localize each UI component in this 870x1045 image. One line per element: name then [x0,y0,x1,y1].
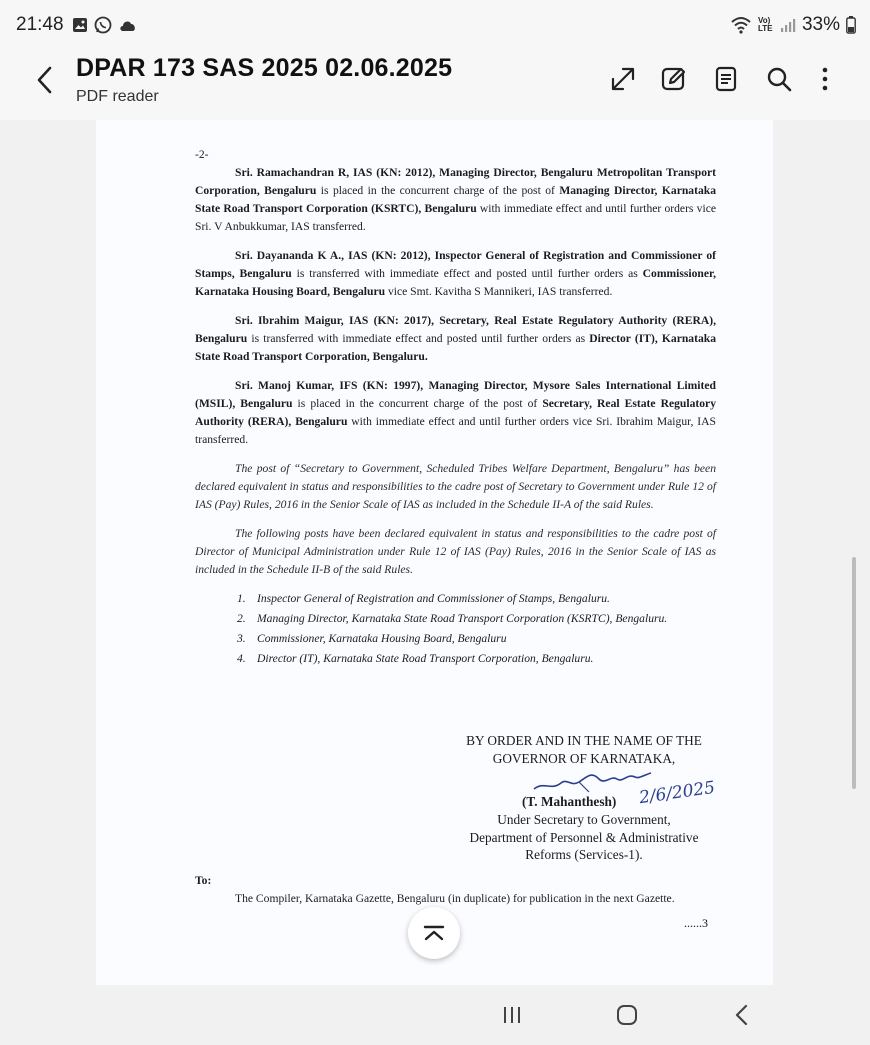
back-nav-icon[interactable] [728,1001,756,1029]
status-bar [0,0,870,50]
document-title: DPAR 173 SAS 2025 02.06.2025 [76,54,453,82]
text-view-icon[interactable] [711,64,741,94]
paragraph-5: The post of “Secretary to Government, Scheduled Tribes Welfare Department, Bengaluru” has been declared equivalent in status and responsibilities to the cadre post of Secretary to Government under Rule 12 of IAS (Pay) Rules, 2016 in the Senior Scale of IAS as included in the Schedule II-A of the said Rules. [195,462,716,511]
whatsapp-icon [94,16,112,34]
paragraph-2 [195,247,716,301]
list-item: 2. Managing Director, Karnataka State Road Transport Corporation (KSRTC), Bengaluru. [237,612,668,625]
p3-bold-a: Sri. Ibrahim Maigur, IAS (KN: 2017), Secretary, Real Estate Regulatory Authority (RERA), Bengaluru [195,314,716,345]
p1-bold-c: Managing Director, Karnataka State Road Transport Corporation (KSRTC), Bengaluru [195,184,716,215]
expand-icon[interactable] [608,64,638,94]
signatory-row [439,777,729,811]
recent-apps-icon[interactable] [498,1001,526,1029]
edit-icon[interactable] [659,64,689,94]
p1-text-d: with immediate effect and until further orders vice Sri. V Anbukkumar, IAS transferred. [195,202,716,233]
paragraph-1 [195,164,716,236]
more-options-icon[interactable] [810,64,840,94]
p4-text-b: is placed in the concurrent charge of the post of [292,397,543,410]
p1-text-b: is placed in the concurrent charge of the post of [316,184,560,197]
gallery-icon [72,17,88,33]
status-time: 21:48 [16,14,64,35]
scroll-top-icon [422,923,446,943]
scrollbar[interactable] [852,557,856,789]
document-body [195,146,716,676]
to-label: To: [195,874,212,887]
battery-icon [846,16,856,34]
designation-line-2: Department of Personnel & Administrative [469,829,699,845]
continued-marker: ......3 [684,916,708,930]
designation-line-3: Reforms (Services-1). [525,847,643,862]
back-arrow-icon[interactable] [30,64,62,96]
posts-list [195,590,716,668]
signature-block [439,732,729,864]
p3-text-b: is transferred with immediate effect and posted until further orders as [247,332,590,345]
notification-icons [72,16,138,34]
p3-bold-c: Director (IT), Karnataka State Road Transport Corporation, Bengaluru. [195,332,717,363]
app-bar [0,50,870,120]
list-item: 4. Director (IT), Karnataka State Road Transport Corporation, Bengaluru. [237,652,594,665]
p2-bold-a: Sri. Dayananda K A., IAS (KN: 2012), Inspector General of Registration and Commissioner of Stamps, Bengaluru [195,249,716,280]
p2-bold-c: Commissioner, Karnataka Housing Board, Bengaluru [195,267,716,298]
designation-line-1: Under Secretary to Government, [497,812,671,827]
handwritten-date: 2/6/2025 [637,777,717,809]
p4-text-d: with immediate effect and until further orders vice Sri. Ibrahim Maigur, IAS transferred. [195,415,716,446]
scroll-to-top-button[interactable] [408,907,460,959]
paragraph-4 [195,377,716,449]
home-icon[interactable] [613,1001,641,1029]
list-item: 1. Inspector General of Registration and Commissioner of Stamps, Bengaluru. [237,592,610,605]
cloud-icon [118,18,138,32]
status-right [730,14,856,36]
pdf-page [96,120,773,985]
app-subtitle: PDF reader [76,88,159,105]
p2-text-b: is transferred with immediate effect and posted until further orders as [291,267,643,280]
to-block [195,872,720,908]
paragraph-6: The following posts have been declared equivalent in status and responsibilities to the cadre post of Director of Municipal Administration under Rule 12 of IAS (Pay) Rules, 2016 in the Senior Scale of IAS as included in the Schedule II-B of the said Rules. [195,527,716,576]
signatory-name: (T. Mahanthesh) [522,794,617,809]
battery-percent: 33% [801,14,840,35]
volte-label: Vo) LTE [757,16,773,33]
search-icon[interactable] [764,64,794,94]
p2-text-d: vice Smt. Kavitha S Mannikeri, IAS transferred. [385,285,613,298]
order-line-1: BY ORDER AND IN THE NAME OF THE [466,733,702,748]
p4-bold-a: Sri. Manoj Kumar, IFS (KN: 1997), Managing Director, Mysore Sales International Limited (MSIL), Bengaluru [195,379,716,410]
paragraph-3 [195,312,716,366]
to-text: The Compiler, Karnataka Gazette, Bengaluru (in duplicate) for publication in the next Gazette. [235,892,675,905]
p4-bold-c: Secretary, Real Estate Regulatory Authority (RERA), Bengaluru [195,397,716,428]
wifi-icon [730,16,752,34]
p1-bold-a: Sri. Ramachandran R, IAS (KN: 2012), Managing Director, Bengaluru Metropolitan Transport Corporation, Bengaluru [195,166,716,197]
page-number: -2- [195,148,209,161]
pdf-viewer[interactable] [0,120,870,985]
list-item: 3. Commissioner, Karnataka Housing Board, Bengaluru [237,632,507,645]
order-line-2: GOVERNOR OF KARNATAKA, [492,750,676,766]
signal-icon [780,17,796,33]
system-nav-bar [0,985,870,1045]
